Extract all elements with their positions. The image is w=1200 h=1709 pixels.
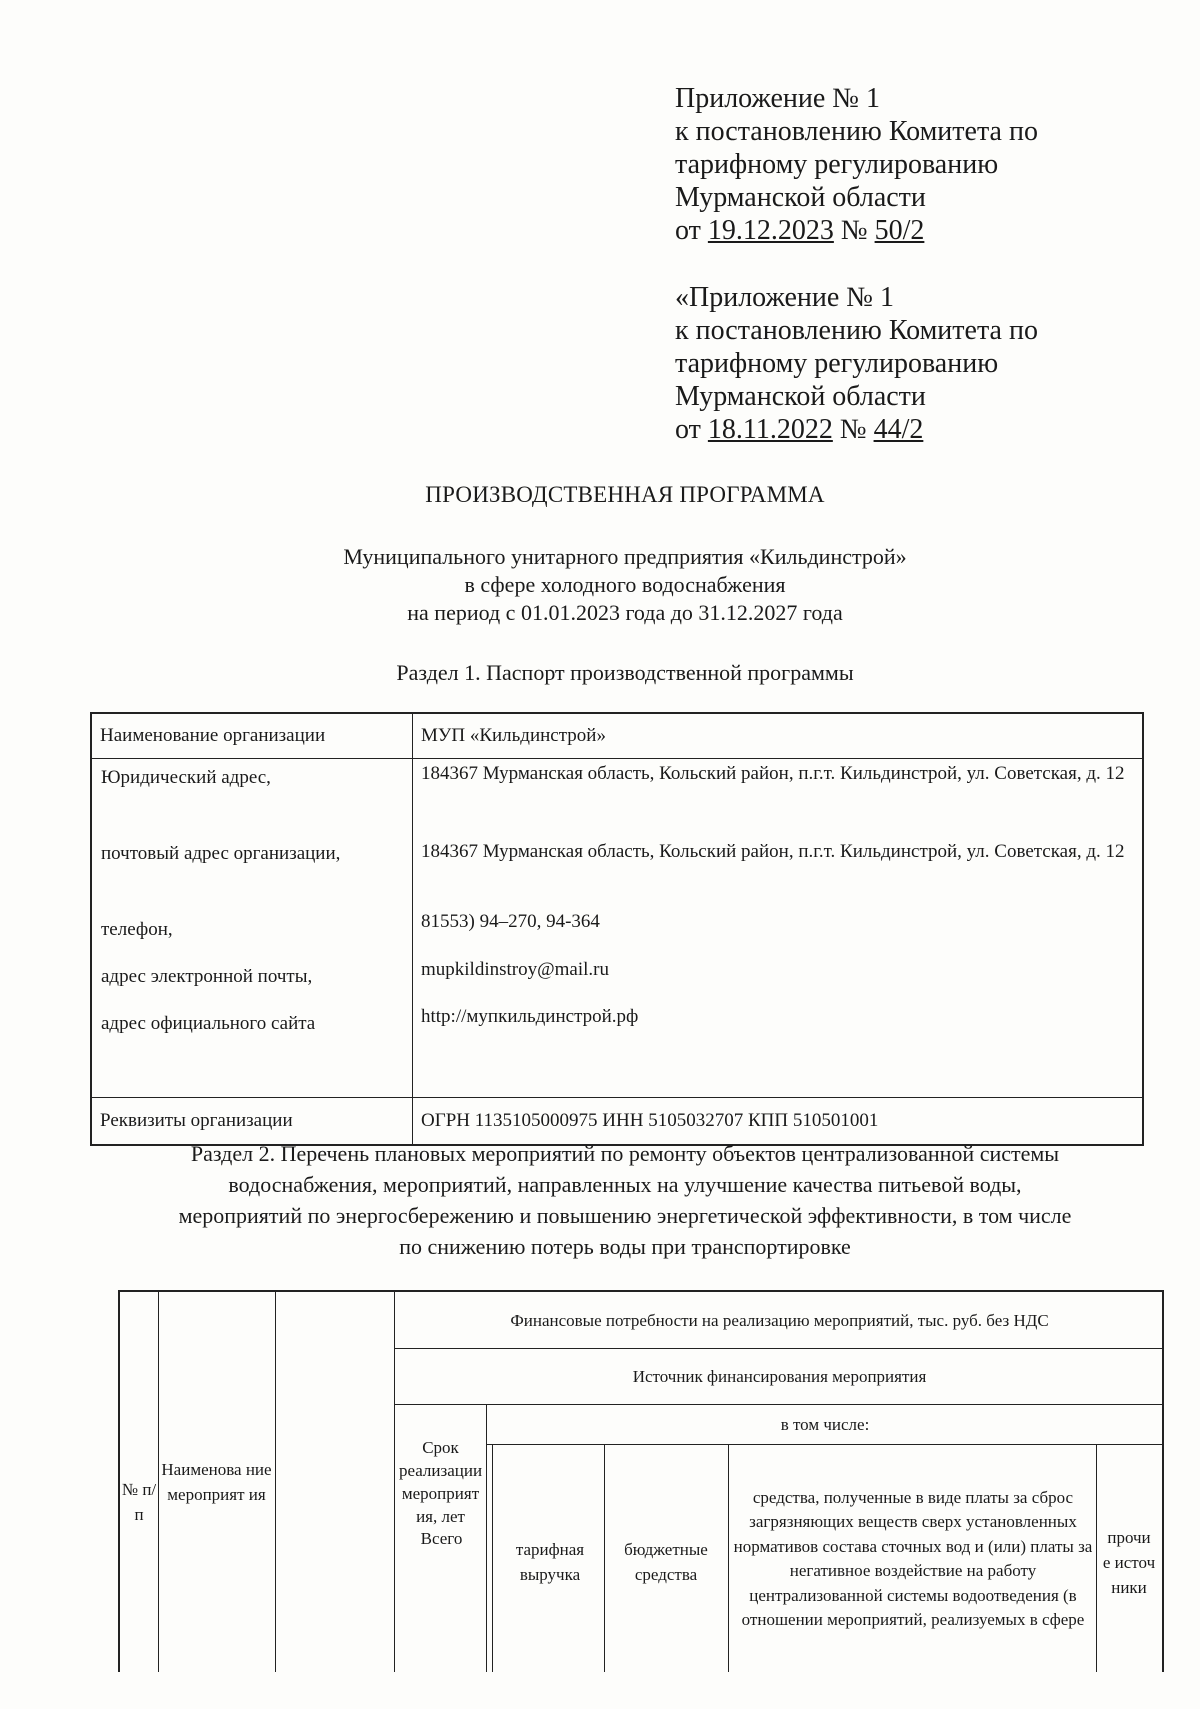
section2-heading — [100, 1138, 1150, 1262]
document-subtitle — [150, 543, 1100, 627]
number-sign: № — [840, 215, 868, 246]
site-value: http://мупкильдинстрой.рф — [421, 1006, 639, 1027]
phone-label: телефон, — [101, 919, 173, 940]
appendix-current-block — [675, 82, 1115, 247]
table-divider — [394, 1292, 395, 1672]
appendix-line: к постановлению Комитета по — [675, 315, 1038, 346]
requisites-value: ОГРН 1135105000975 ИНН 5105032707 КПП 510501001 — [421, 1110, 879, 1131]
col-num-header: № п/п — [121, 1480, 157, 1524]
org-name-label: Наименование организации — [100, 725, 326, 746]
section2-line: Раздел 2. Перечень плановых мероприятий по ремонту объектов централизованной системы — [190, 1141, 1060, 1166]
subtitle-line: в сфере холодного водоснабжения — [464, 572, 786, 597]
header-source: Источник финансирования мероприятия — [632, 1366, 927, 1386]
appendix-line: тарифному регулированию — [675, 149, 999, 180]
col-fees-header: средства, полученные в виде платы за сброс загрязняющих веществ сверх установленных нормативов состава сточных вод и (или) платы за негативное воздействие на работу централизованной системы водоотведения (в отношении мероприятий, реализуемых в сфере — [733, 1487, 1093, 1629]
table-divider — [275, 1292, 276, 1672]
appendix-original-block — [675, 281, 1115, 446]
appendix-line: Мурманской области — [675, 381, 926, 412]
postal-address-value: 184367 Мурманская область, Кольский район, п.г.т. Кильдинстрой, ул. Советская, д. 12 — [421, 841, 1125, 862]
table-divider — [492, 1444, 493, 1672]
section2-line: водоснабжения, мероприятий, направленных на улучшение качества питьевой воды, — [228, 1172, 1022, 1197]
header-including: в том числе: — [780, 1414, 870, 1434]
section1-heading: Раздел 1. Паспорт производственной программы — [396, 660, 854, 685]
section2-line: мероприятий по энергосбережению и повышению энергетической эффективности, в том числе — [178, 1203, 1072, 1228]
email-label: адрес электронной почты, — [101, 966, 313, 987]
appendix-line: к постановлению Комитета по — [675, 116, 1038, 147]
col-total-header: Всего — [420, 1528, 463, 1548]
col-other-header: прочи е источ ники — [1102, 1527, 1156, 1597]
date-prefix: от — [675, 215, 701, 246]
table-divider — [158, 1292, 159, 1672]
legal-address-label: Юридический адрес, — [101, 767, 271, 788]
col-term-header: Срок реализации мероприят ия, лет — [398, 1438, 483, 1526]
appendix-date: 19.12.2023 — [707, 215, 834, 246]
appendix-line: Мурманской области — [675, 182, 926, 213]
section2-line: по снижению потерь воды при транспортировке — [399, 1234, 851, 1259]
appendix-date-line — [675, 214, 1115, 247]
col-name-header: Наименова ние мероприят ия — [161, 1460, 272, 1504]
table-divider — [604, 1444, 605, 1672]
passport-table — [90, 712, 1144, 1146]
requisites-label: Реквизиты организации — [100, 1110, 293, 1131]
appendix-line: Приложение № 1 — [675, 83, 880, 114]
appendix-number: 50/2 — [874, 215, 925, 246]
number-sign: № — [839, 414, 867, 445]
subtitle-line: Муниципального унитарного предприятия «Кильдинстрой» — [343, 544, 907, 569]
appendix-date-line — [675, 413, 1115, 446]
postal-address-label: почтовый адрес организации, — [101, 843, 341, 864]
phone-value: 81553) 94–270, 94-364 — [421, 911, 600, 932]
subtitle-line: на период с 01.01.2023 года до 31.12.2027 года — [407, 600, 843, 625]
appendix-date: 18.11.2022 — [707, 414, 833, 445]
col-budget-header: бюджетные средства — [624, 1540, 708, 1584]
table-row — [92, 714, 1142, 758]
appendix-line: тарифному регулированию — [675, 348, 999, 379]
date-prefix: от — [675, 414, 701, 445]
appendix-number: 44/2 — [873, 414, 924, 445]
header-financial: Финансовые потребности на реализацию мероприятий, тыс. руб. без НДС — [510, 1310, 1049, 1330]
table-divider — [486, 1444, 1162, 1445]
email-value: mupkildinstroy@mail.ru — [421, 959, 609, 980]
legal-address-value: 184367 Мурманская область, Кольский район, п.г.т. Кильдинстрой, ул. Советская, д. 12 — [421, 763, 1125, 784]
financial-table — [118, 1290, 1164, 1672]
appendix-line: «Приложение № 1 — [675, 282, 894, 313]
table-row — [92, 758, 1142, 1097]
table-row — [92, 1097, 1142, 1144]
col-tariff-header: тарифная выручка — [515, 1540, 585, 1584]
document-title: ПРОИЗВОДСТВЕННАЯ ПРОГРАММА — [425, 482, 825, 507]
table-divider — [1096, 1444, 1097, 1672]
org-name-value: МУП «Кильдинстрой» — [421, 725, 606, 746]
table-divider — [728, 1444, 729, 1672]
site-label: адрес официального сайта — [101, 1013, 316, 1034]
